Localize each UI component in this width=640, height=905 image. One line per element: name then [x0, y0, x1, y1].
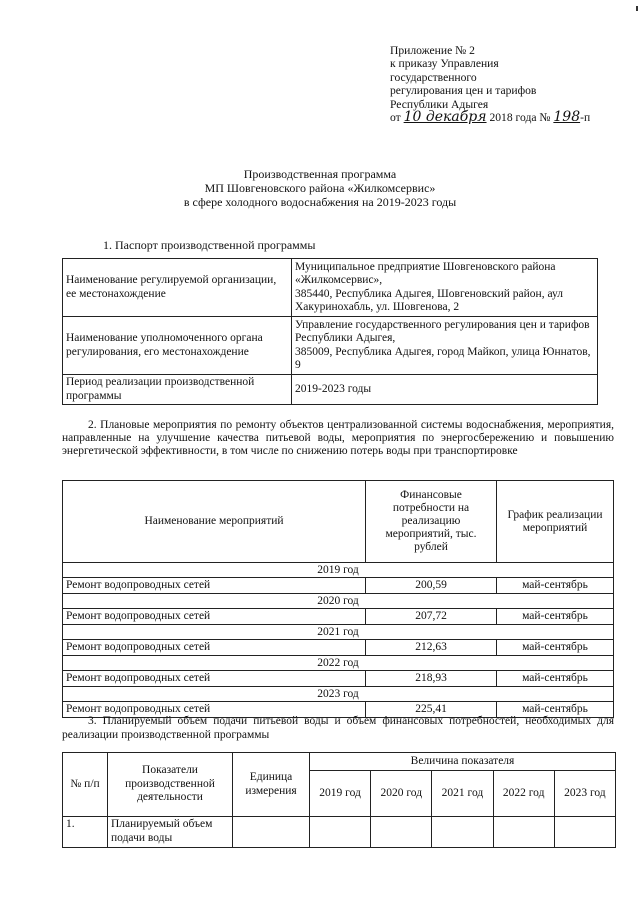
measures-table — [62, 480, 614, 718]
passport-label: Период реализации производственной программы — [63, 375, 292, 405]
indicator-value — [310, 817, 371, 848]
section1-heading: 1. Паспорт производственной программы — [103, 238, 316, 252]
indicator-value — [432, 817, 493, 848]
passport-row — [63, 259, 598, 317]
measure-schedule: май-сентябрь — [497, 578, 614, 594]
measure-row — [63, 671, 614, 687]
header-year: 2020 год — [371, 771, 432, 817]
scan-mark — [636, 6, 638, 11]
indicator-value — [493, 817, 554, 848]
year-row: 2019 год — [63, 563, 614, 578]
year-row: 2022 год — [63, 656, 614, 671]
header-schedule: График реализации мероприятий — [497, 481, 614, 563]
indicators-table — [62, 752, 616, 848]
handwritten-date: 10 декабря — [403, 109, 487, 126]
measure-amount: 200,59 — [366, 578, 497, 594]
indicator-name: Планируемый объем подачи воды — [108, 817, 233, 848]
appendix-line: Республики Адыгея — [390, 97, 489, 111]
measure-row — [63, 578, 614, 594]
indicator-unit — [233, 817, 310, 848]
indicator-value — [371, 817, 432, 848]
passport-table — [62, 258, 598, 405]
measure-name: Ремонт водопроводных сетей — [63, 578, 366, 594]
year-row: 2020 год — [63, 594, 614, 609]
appendix-line: к приказу Управления — [390, 57, 499, 71]
measure-row — [63, 609, 614, 625]
header-year: 2019 год — [310, 771, 371, 817]
indicator-value — [554, 817, 615, 848]
measure-amount: 207,72 — [366, 609, 497, 625]
year-row: 2023 год — [63, 687, 614, 702]
measure-row — [63, 640, 614, 656]
measure-name: Ремонт водопроводных сетей — [63, 702, 366, 718]
indicator-num: 1. — [63, 817, 108, 848]
header-unit: Единица измерения — [233, 753, 310, 817]
measure-schedule: май-сентябрь — [497, 702, 614, 718]
handwritten-order-number: 198 — [553, 109, 581, 126]
appendix-line: государственного — [390, 70, 477, 84]
passport-row — [63, 317, 598, 375]
appendix-line: Приложение № 2 — [390, 44, 475, 57]
header-num: № п/п — [63, 753, 108, 817]
date-prefix: от — [390, 111, 401, 125]
header-value-group: Величина показателя — [310, 753, 616, 771]
measure-amount: 218,93 — [366, 671, 497, 687]
measure-name: Ремонт водопроводных сетей — [63, 640, 366, 656]
appendix-header — [390, 44, 630, 124]
passport-value: Управление государственного регулирования цен и тарифов Республики Адыгея, 385009, Республика Адыгея, город Майкоп, улица Юннатов, 9 — [292, 317, 598, 375]
passport-value: Муниципальное предприятие Шовгеновского района «Жилкомсервис», 385440, Республика Адыгея, Шовгеновский район, аул Хакуринохабль, ул. Шовгенова, 2 — [292, 259, 598, 317]
section2-text: 2. Плановые мероприятия по ремонту объектов централизованной системы водоснабжения, мероприятия, направленные на улучшение качества питьевой воды, мероприятия по энергосбережению и повышению энергетической эффективности, в том числе по снижению потерь воды при транспортировке — [62, 419, 614, 457]
passport-label: Наименование регулируемой организации, ее местонахождение — [63, 259, 292, 317]
title-line: МП Шовгеновского района «Жилкомсервис» — [204, 181, 436, 195]
title-line: Производственная программа — [243, 167, 397, 181]
section3-text: 3. Планируемый объем подачи питьевой воды и объем финансовых потребностей, необходимых для реализации производственной программы — [62, 715, 614, 741]
measure-schedule: май-сентябрь — [497, 671, 614, 687]
passport-label: Наименование уполномоченного органа регулирования, его местонахождение — [63, 317, 292, 375]
header-year: 2021 год — [432, 771, 493, 817]
header-year: 2022 год — [493, 771, 554, 817]
year-row: 2021 год — [63, 625, 614, 640]
measure-schedule: май-сентябрь — [497, 609, 614, 625]
indicators-header-row — [63, 753, 616, 771]
header-indicator: Показатели производственной деятельности — [108, 753, 233, 817]
measure-name: Ремонт водопроводных сетей — [63, 609, 366, 625]
order-suffix: -п — [580, 111, 591, 125]
header-finance: Финансовые потребности на реализацию мероприятий, тыс. рублей — [366, 481, 497, 563]
measure-name: Ремонт водопроводных сетей — [63, 671, 366, 687]
header-name: Наименование мероприятий — [63, 481, 366, 563]
document-title — [0, 167, 640, 209]
passport-row — [63, 375, 598, 405]
measures-header-row — [63, 481, 614, 563]
measure-amount: 212,63 — [366, 640, 497, 656]
title-line: в сфере холодного водоснабжения на 2019-2023 годы — [183, 195, 457, 209]
header-year: 2023 год — [554, 771, 615, 817]
measure-schedule: май-сентябрь — [497, 640, 614, 656]
indicator-row — [63, 817, 616, 848]
appendix-date-line — [390, 111, 630, 124]
appendix-line: регулирования цен и тарифов — [390, 84, 537, 98]
date-year: 2018 года № — [489, 111, 551, 125]
passport-value: 2019-2023 годы — [292, 375, 598, 405]
measure-amount: 225,41 — [366, 702, 497, 718]
